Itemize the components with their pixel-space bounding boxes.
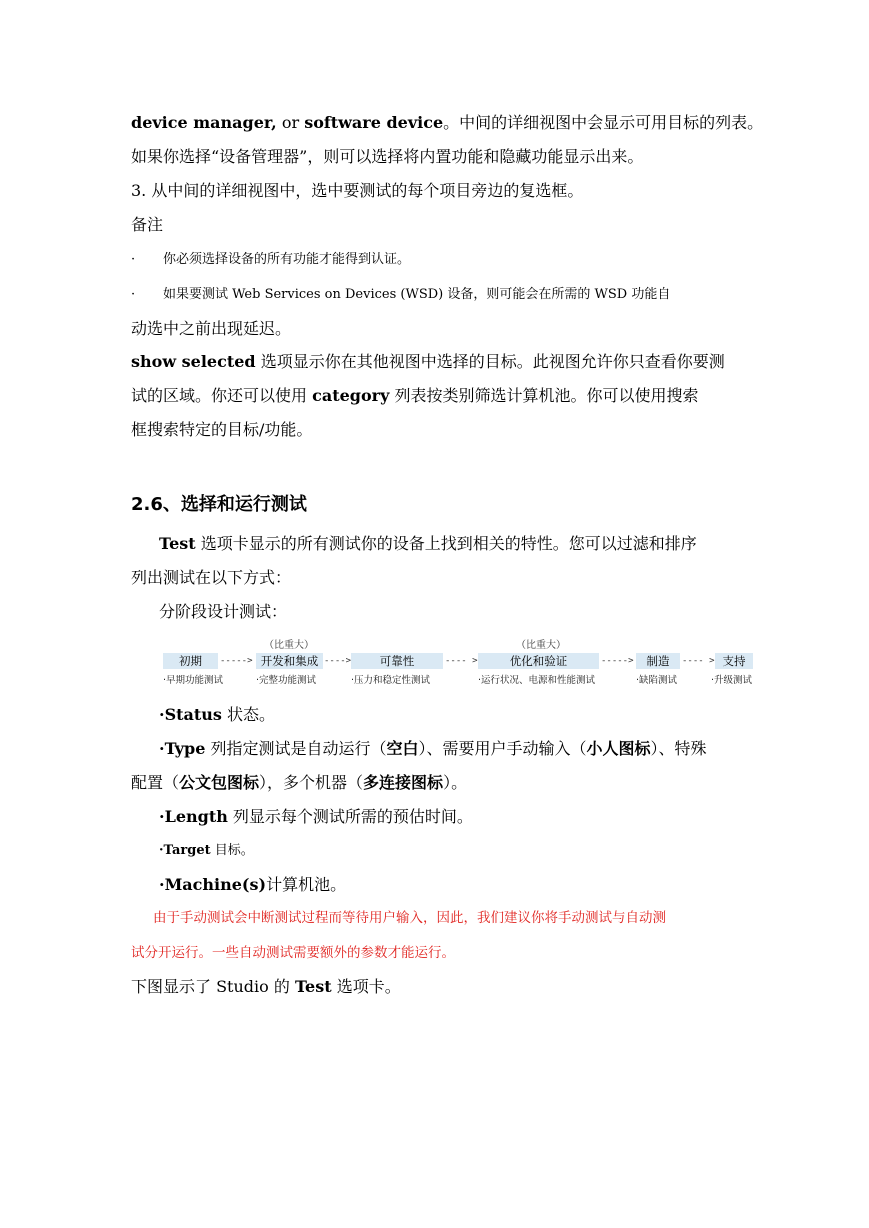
bold-term: 空白 (386, 739, 419, 758)
phase-diagram (163, 634, 763, 690)
step-3: 3. 从中间的详细视图中，选中要测试的每个项目旁边的复选框。 (131, 181, 584, 200)
section-heading: 2.6、选择和运行测试 (131, 494, 307, 515)
stage-box: 制造 (636, 653, 680, 669)
stage-box: 支持 (715, 653, 753, 669)
stage-box: 优化和验证 (478, 653, 599, 669)
bold-term: category (312, 386, 390, 405)
warning-text: 试分开运行。一些自动测试需要额外的参数才能运行。 (131, 945, 455, 961)
bold-term: Test (294, 977, 332, 996)
paragraph-line: 如果你选择“设备管理器”，则可以选择将内置功能和隐藏功能显示出来。 (131, 147, 644, 166)
bold-term: device manager, (131, 113, 277, 132)
text: 状态。 (221, 705, 276, 724)
note-text: 如果要测试 Web Services on Devices (WSD) 设备，则可能会在所需的 WSD 功能自 (163, 287, 671, 302)
text: 列显示每个测试所需的预估时间。 (227, 807, 473, 826)
stage-sub: ·运行状况、电源和性能测试 (478, 675, 596, 686)
column-target (159, 841, 769, 861)
note-bullet-2 (131, 285, 741, 305)
bold-term: show selected (131, 352, 256, 371)
text: 计算机池。 (266, 875, 347, 894)
arrow-icon: ---- > (682, 656, 715, 666)
stage-sub: ·压力和稳定性测试 (351, 675, 431, 686)
text: 选项卡。 (331, 977, 401, 996)
stage-note: （比重大） (516, 640, 566, 651)
note-bullet-1 (131, 250, 741, 270)
column-type-cont (131, 773, 741, 793)
bold-term: 多连接图标 (363, 773, 444, 792)
text: 列表按类别筛选计算机池。你可以使用搜索 (389, 386, 699, 405)
bold-term: Test (159, 534, 196, 553)
warning-text: 由于手动测试会中断测试过程而等待用户输入，因此，我们建议你将手动测试与自动测 (153, 910, 666, 926)
text: or (276, 113, 305, 132)
bold-term: 公文包图标 (179, 773, 260, 792)
bullet-icon: · (131, 287, 136, 302)
text: 试的区域。你还可以使用 (131, 386, 313, 405)
column-type (159, 739, 744, 759)
paragraph-line (131, 113, 764, 133)
column-length (159, 807, 769, 827)
phase-label: 分阶段设计测试： (159, 602, 288, 621)
text: 下图显示了 Studio 的 (131, 977, 295, 996)
paragraph-line: 列出测试在以下方式： (131, 568, 292, 587)
bold-term: ·Type (159, 739, 206, 758)
bullet-icon: · (131, 252, 136, 267)
arrow-icon: -----> (220, 656, 253, 666)
paragraph-line (159, 534, 744, 554)
stage-box: 初期 (163, 653, 218, 669)
stage-sub: ·完整功能测试 (256, 675, 317, 686)
paragraph-line (131, 386, 741, 406)
bold-term: 小人图标 (586, 739, 651, 758)
paragraph-line (131, 977, 741, 997)
text: ）、需要用户手动输入（ (418, 739, 587, 758)
text: 选项显示你在其他视图中选择的目标。此视图允许你只查看你要测 (255, 352, 725, 371)
stage-sub: ·缺陷测试 (636, 675, 678, 686)
bold-term: ·Length (159, 807, 228, 826)
paragraph-line (131, 352, 741, 372)
text: 选项卡显示的所有测试你的设备上找到相关的特性。您可以过滤和排序 (195, 534, 697, 553)
bold-term: ·Status (159, 705, 222, 724)
note-text-cont: 动选中之前出现延迟。 (131, 319, 292, 338)
arrow-icon: -----> (601, 656, 634, 666)
text: ），多个机器（ (259, 773, 364, 792)
text: 。中间的详细视图中会显示可用目标的列表。 (443, 113, 764, 132)
text: 列指定测试是自动运行（ (205, 739, 387, 758)
text: ）。 (443, 773, 468, 792)
column-status (159, 705, 769, 725)
stage-box: 开发和集成 (256, 653, 323, 669)
stage-box: 可靠性 (351, 653, 443, 669)
bold-term: software device (304, 113, 444, 132)
bold-term: ·Machine(s) (159, 875, 267, 894)
paragraph-line: 框搜索特定的目标/功能。 (131, 420, 313, 439)
stage-note: （比重大） (264, 640, 314, 651)
text: 目标。 (210, 843, 254, 858)
stage-sub: ·早期功能测试 (163, 675, 224, 686)
arrow-icon: ---- > (445, 656, 478, 666)
stage-sub: ·升级测试 (711, 675, 753, 686)
column-machines (159, 875, 769, 895)
bold-term: ·Target (159, 843, 211, 858)
note-title: 备注 (131, 215, 164, 234)
text: 配置（ (131, 773, 180, 792)
note-text: 你必须选择设备的所有功能才能得到认证。 (163, 252, 411, 267)
arrow-icon: ----> (324, 656, 352, 666)
text: ）、特殊 (650, 739, 707, 758)
